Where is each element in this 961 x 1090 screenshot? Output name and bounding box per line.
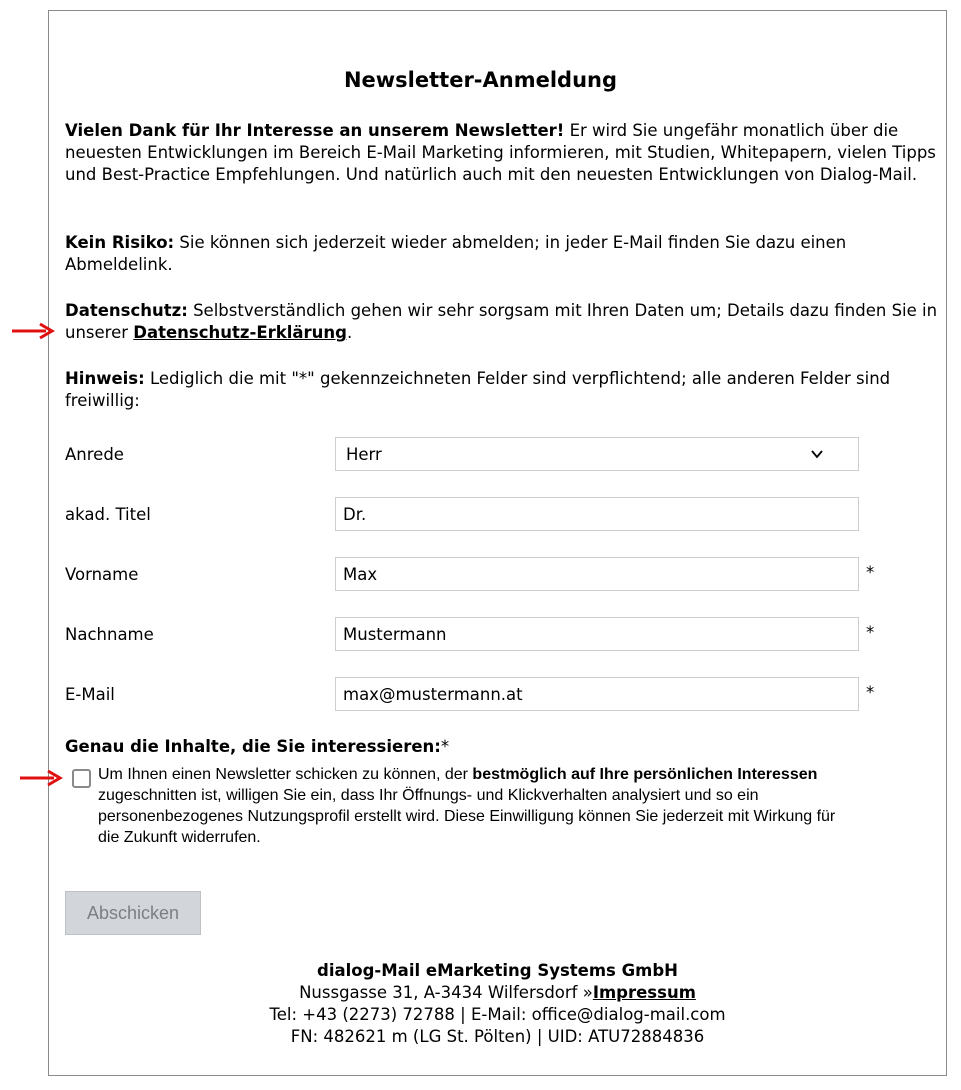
submit-button[interactable]: Abschicken [65, 891, 201, 935]
intro-paragraph [65, 120, 940, 186]
firstname-input[interactable] [335, 557, 859, 591]
privacy-text: Selbstverständlich gehen wir sehr sorgsam mit Ihren Daten um; Details dazu finden Sie in unserer [65, 301, 938, 342]
consent-checkbox[interactable] [72, 769, 91, 788]
footer [48, 960, 947, 1048]
interests-heading-text: Genau die Inhalte, die Sie interessieren: [65, 737, 441, 756]
risk-label: Kein Risiko: [65, 233, 175, 252]
firstname-required-marker: * [866, 563, 875, 582]
email-label: E-Mail [65, 685, 115, 704]
email-input[interactable] [335, 677, 859, 711]
consent-text [98, 764, 858, 848]
privacy-link[interactable]: Datenschutz-Erklärung [133, 323, 347, 342]
footer-company: dialog-Mail eMarketing Systems GmbH [317, 961, 678, 980]
consent-text-pre: Um Ihnen einen Newsletter schicken zu können, der [98, 766, 473, 783]
title-input[interactable] [335, 497, 859, 531]
lastname-input[interactable] [335, 617, 859, 651]
salutation-value: Herr [346, 444, 382, 464]
intro-text: Er wird Sie ungefähr monatlich über die neuesten Entwicklungen im Bereich E-Mail Marketing informieren, mit Studien, Whitepapern, vielen Tipps und Best-Practice Empfehlungen. Und natürlich auch mit den neuesten Entwicklungen von Dialog-Mail. [65, 121, 936, 184]
privacy-end: . [346, 323, 353, 342]
page-title: Newsletter-Anmeldung [343, 68, 618, 92]
impressum-link[interactable]: Impressum [592, 983, 696, 1002]
hint-paragraph [65, 368, 940, 412]
footer-registry: FN: 482621 m (LG St. Pölten) | UID: ATU72884836 [290, 1027, 705, 1046]
consent-text-post: zugeschnitten ist, willigen Sie ein, dass Ihr Öffnungs- und Klickverhalten analysiert und so ein personenbezogenes Nutzungsprofil erstellt wird. Diese Einwilligung können Sie jederzeit mit Wirkung für die Zukunft widerrufen. [98, 787, 836, 846]
interests-heading [65, 737, 449, 757]
hint-text: Lediglich die mit "*" gekennzeichneten Felder sind verpflichtend; alle anderen Felder sind freiwillig: [65, 369, 891, 410]
title-label: akad. Titel [65, 505, 151, 524]
privacy-label: Datenschutz: [65, 301, 188, 320]
firstname-label: Vorname [65, 565, 139, 584]
interests-required-marker: * [440, 737, 450, 756]
chevron-down-icon [810, 447, 824, 461]
salutation-label: Anrede [65, 445, 124, 464]
salutation-select[interactable] [335, 437, 859, 471]
lastname-required-marker: * [866, 623, 875, 642]
footer-contact: Tel: +43 (2273) 72788 | E-Mail: office@dialog-mail.com [269, 1005, 726, 1024]
risk-paragraph [65, 232, 940, 276]
lastname-label: Nachname [65, 625, 154, 644]
arrow-right-icon [10, 322, 56, 340]
consent-text-bold: bestmöglich auf Ihre persönlichen Interessen [472, 766, 818, 783]
intro-lead: Vielen Dank für Ihr Interesse an unserem Newsletter! [65, 121, 565, 140]
footer-address-line [48, 982, 947, 1004]
hint-label: Hinweis: [65, 369, 145, 388]
arrow-right-icon [18, 769, 64, 787]
risk-text: Sie können sich jederzeit wieder abmelden; in jeder E-Mail finden Sie dazu einen Abmeldelink. [65, 233, 847, 274]
email-required-marker: * [866, 683, 875, 702]
privacy-paragraph [65, 300, 940, 344]
footer-address: Nussgasse 31, A-3434 Wilfersdorf » [299, 983, 593, 1002]
